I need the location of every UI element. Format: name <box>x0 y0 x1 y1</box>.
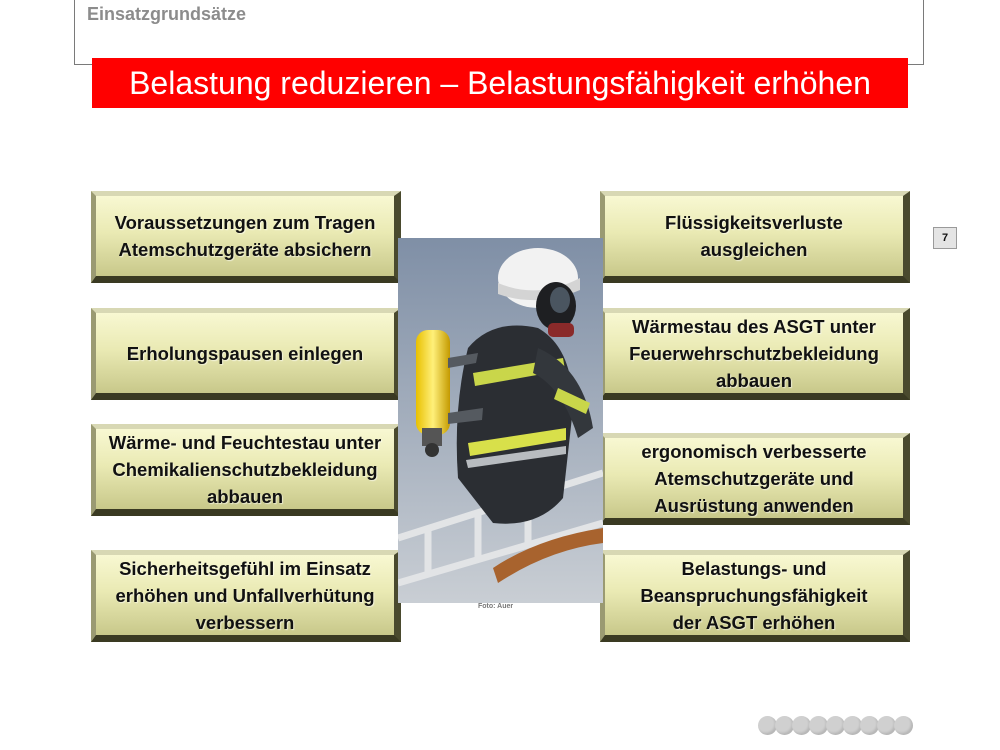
measure-text: Voraussetzungen zum Tragen Atemschutzgeräte absichern <box>114 212 376 260</box>
header-frame <box>74 0 924 65</box>
page-number-badge: 7 <box>933 227 957 249</box>
measure-text: Erholungspausen einlegen <box>126 342 364 364</box>
measure-box-safety-feeling <box>91 550 401 642</box>
measure-box-chemical-suit-heat <box>91 424 401 516</box>
firefighter-illustration <box>398 238 603 603</box>
measure-box-ergonomic-equipment <box>600 433 910 525</box>
measure-text: Wärmestau des ASGT unter Feuerwehrschutzbekleidung abbauen <box>629 315 879 391</box>
measure-text: Sicherheitsgefühl im Einsatz erhöhen und Unfallverhütung verbessern <box>115 557 375 633</box>
measure-box-heat-build-up <box>600 308 910 400</box>
slide-title: Belastung reduzieren – Belastungsfähigkeit erhöhen <box>92 58 908 108</box>
measure-text: Wärme- und Feuchtestau unter Chemikalienschutzbekleidung abbauen <box>108 431 382 507</box>
photo-credit: Foto: Auer <box>478 603 514 610</box>
dot-icon <box>894 716 913 735</box>
section-title: Einsatzgrundsätze <box>87 4 247 24</box>
decorative-dot-row <box>758 716 911 735</box>
measure-box-recovery-breaks <box>91 308 401 400</box>
measure-box-capacity <box>600 550 910 642</box>
measure-box-breathing-apparatus <box>91 191 401 283</box>
measure-text: ergonomisch verbesserte Atemschutzgeräte und Ausrüstung anwenden <box>641 440 867 516</box>
measure-text: Flüssigkeitsverluste ausgleichen <box>665 212 843 260</box>
measure-box-fluid-loss <box>600 191 910 283</box>
measure-text: Belastungs- und Beanspruchungsfähigkeit der ASGT erhöhen <box>640 557 868 633</box>
firefighter-photo <box>398 238 603 603</box>
